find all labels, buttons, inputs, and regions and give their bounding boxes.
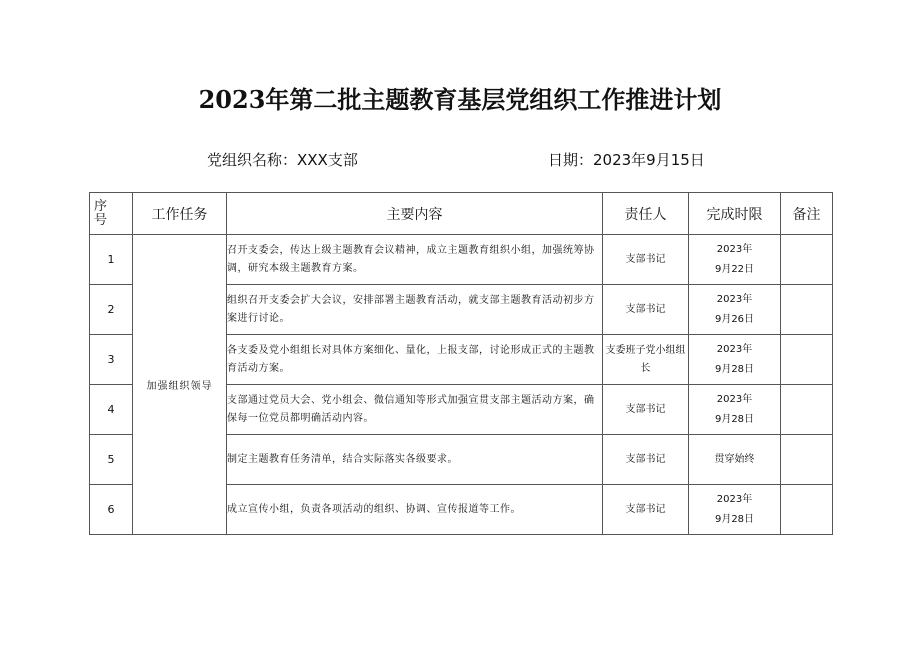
row-number: 2 [90, 285, 133, 335]
row-owner: 支部书记 [603, 485, 689, 535]
row-notes [781, 285, 833, 335]
row-owner: 支部书记 [603, 385, 689, 435]
deadline-year: 2023年 [716, 243, 753, 255]
row-deadline [689, 485, 781, 535]
deadline-date: 9月26日 [714, 313, 755, 325]
row-deadline [689, 285, 781, 335]
task-group-cell: 加强组织领导 [133, 235, 227, 535]
deadline-date: 9月28日 [714, 513, 755, 525]
row-notes [781, 485, 833, 535]
row-number: 5 [90, 435, 133, 485]
deadline-year: 2023年 [716, 393, 753, 405]
document-title: 2023年第二批主题教育基层党组织工作推进计划 [198, 85, 722, 114]
row-content: 制定主题教育任务清单，结合实际落实各级要求。 [227, 435, 603, 485]
row-notes [781, 335, 833, 385]
deadline-date: 9月28日 [714, 363, 755, 375]
deadline-year: 2023年 [716, 493, 753, 505]
table-header-row [90, 193, 833, 235]
header-seq-line2: 号 [94, 212, 108, 228]
row-content: 成立宣传小组，负责各项活动的组织、协调、宣传报道等工作。 [227, 485, 603, 535]
header-seq [90, 193, 133, 235]
deadline-date: 9月22日 [714, 263, 755, 275]
deadline-year: 2023年 [716, 293, 753, 305]
row-content: 组织召开支委会扩大会议，安排部署主题教育活动，就支部主题教育活动初步方案进行讨论。 [227, 285, 603, 335]
row-deadline [689, 385, 781, 435]
row-number: 6 [90, 485, 133, 535]
row-owner: 支部书记 [603, 285, 689, 335]
work-plan-table [89, 192, 833, 535]
deadline-date: 9月28日 [714, 413, 755, 425]
row-notes [781, 435, 833, 485]
row-owner: 支部书记 [603, 435, 689, 485]
row-notes [781, 235, 833, 285]
row-number: 3 [90, 335, 133, 385]
row-owner: 支委班子党小组组长 [603, 335, 689, 385]
row-deadline [689, 335, 781, 385]
row-number: 1 [90, 235, 133, 285]
deadline-year: 2023年 [716, 343, 753, 355]
table-row [90, 235, 833, 285]
header-seq-line1: 序 [94, 198, 108, 214]
header-content: 主要内容 [227, 193, 603, 235]
row-owner: 支部书记 [603, 235, 689, 285]
header-deadline: 完成时限 [689, 193, 781, 235]
row-deadline [689, 435, 781, 485]
deadline-text: 贯穿始终 [714, 453, 755, 465]
row-number: 4 [90, 385, 133, 435]
row-content: 各支委及党小组组长对具体方案细化、量化，上报支部，讨论形成正式的主题教育活动方案。 [227, 335, 603, 385]
row-deadline [689, 235, 781, 285]
header-notes: 备注 [781, 193, 833, 235]
row-content: 召开支委会，传达上级主题教育会议精神，成立主题教育组织小组，加强统筹协调，研究本级主题教育方案。 [227, 235, 603, 285]
row-notes [781, 385, 833, 435]
document-date: 日期：2023年9月15日 [548, 151, 705, 169]
header-task: 工作任务 [133, 193, 227, 235]
org-name: 党组织名称：XXX支部 [207, 151, 358, 169]
row-content: 支部通过党员大会、党小组会、微信通知等形式加强宣贯支部主题活动方案，确保每一位党员都明确活动内容。 [227, 385, 603, 435]
header-owner: 责任人 [603, 193, 689, 235]
